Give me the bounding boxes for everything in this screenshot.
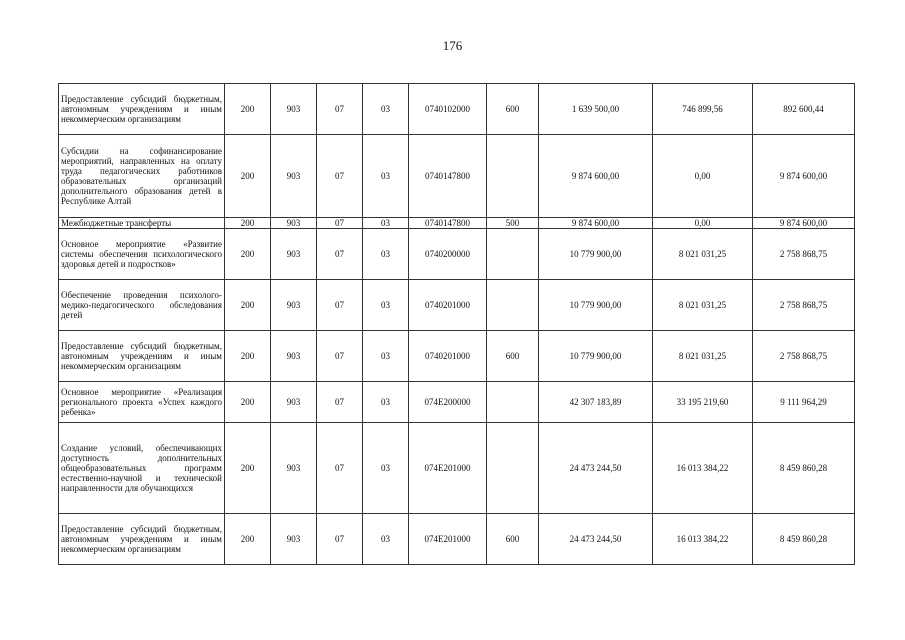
row-planned-amount-cell: 24 473 244,50 [539,423,653,514]
row-remaining-amount-cell: 2 758 868,75 [753,331,855,382]
row-executed-amount-cell: 16 013 384,22 [653,514,753,565]
row-remaining-amount-cell: 8 459 860,28 [753,514,855,565]
row-section-cell: 07 [317,382,363,423]
row-expense-type-cell: 500 [487,218,539,229]
row-section-cell: 07 [317,280,363,331]
row-remaining-amount-cell: 9 874 600,00 [753,135,855,218]
row-name-cell: Субсидии на софинансирование мероприятий, направленных на оплату труда педагогических работников образовательных организаций дополнительного образования детей в Республике Алтай [59,135,225,218]
row-executed-amount-cell: 746 899,56 [653,84,753,135]
row-target-article-cell: 074E201000 [409,423,487,514]
row-code-b-cell: 903 [271,423,317,514]
row-remaining-amount-cell: 2 758 868,75 [753,280,855,331]
row-target-article-cell: 074E201000 [409,514,487,565]
row-executed-amount-cell: 8 021 031,25 [653,331,753,382]
table-row [59,514,855,565]
row-name-cell: Предоставление субсидий бюджетным, автономным учреждениям и иным некоммерческим организациям [59,514,225,565]
row-expense-type-cell: 600 [487,331,539,382]
row-planned-amount-cell: 10 779 900,00 [539,331,653,382]
row-expense-type-cell [487,229,539,280]
row-section-cell: 07 [317,84,363,135]
row-target-article-cell: 0740201000 [409,331,487,382]
row-code-a-cell: 200 [225,218,271,229]
row-executed-amount-cell: 8 021 031,25 [653,229,753,280]
table-row [59,331,855,382]
row-name-cell: Межбюджетные трансферты [59,218,225,229]
row-subsection-cell: 03 [363,382,409,423]
row-planned-amount-cell: 9 874 600,00 [539,218,653,229]
row-name-cell: Основное мероприятие «Реализация регионального проекта «Успех каждого ребенка» [59,382,225,423]
row-remaining-amount-cell: 9 874 600,00 [753,218,855,229]
row-code-b-cell: 903 [271,84,317,135]
row-target-article-cell: 0740102000 [409,84,487,135]
row-section-cell: 07 [317,135,363,218]
row-code-a-cell: 200 [225,382,271,423]
row-section-cell: 07 [317,218,363,229]
row-section-cell: 07 [317,423,363,514]
row-planned-amount-cell: 10 779 900,00 [539,229,653,280]
page-number: 176 [442,38,463,53]
row-planned-amount-cell: 10 779 900,00 [539,280,653,331]
row-code-a-cell: 200 [225,84,271,135]
row-subsection-cell: 03 [363,218,409,229]
row-section-cell: 07 [317,331,363,382]
row-subsection-cell: 03 [363,229,409,280]
row-code-a-cell: 200 [225,229,271,280]
row-code-a-cell: 200 [225,135,271,218]
row-executed-amount-cell: 0,00 [653,135,753,218]
row-name-cell: Основное мероприятие «Развитие системы обеспечения психологического здоровья детей и подростков» [59,229,225,280]
table-row [59,135,855,218]
row-planned-amount-cell: 24 473 244,50 [539,514,653,565]
row-remaining-amount-cell: 2 758 868,75 [753,229,855,280]
row-executed-amount-cell: 16 013 384,22 [653,423,753,514]
row-code-b-cell: 903 [271,218,317,229]
row-remaining-amount-cell: 9 111 964,29 [753,382,855,423]
row-planned-amount-cell: 42 307 183,89 [539,382,653,423]
row-subsection-cell: 03 [363,84,409,135]
row-code-a-cell: 200 [225,331,271,382]
row-remaining-amount-cell: 892 600,44 [753,84,855,135]
table-row [59,229,855,280]
row-code-b-cell: 903 [271,229,317,280]
row-code-b-cell: 903 [271,280,317,331]
table-row [59,382,855,423]
row-section-cell: 07 [317,229,363,280]
row-subsection-cell: 03 [363,331,409,382]
row-expense-type-cell [487,382,539,423]
row-code-a-cell: 200 [225,514,271,565]
table-row [59,423,855,514]
row-subsection-cell: 03 [363,135,409,218]
row-executed-amount-cell: 33 195 219,60 [653,382,753,423]
table-row [59,280,855,331]
row-code-b-cell: 903 [271,135,317,218]
table-row [59,84,855,135]
row-section-cell: 07 [317,514,363,565]
row-name-cell: Предоставление субсидий бюджетным, автономным учреждениям и иным некоммерческим организациям [59,84,225,135]
row-expense-type-cell: 600 [487,84,539,135]
row-planned-amount-cell: 9 874 600,00 [539,135,653,218]
budget-table [58,83,855,565]
row-name-cell: Обеспечение проведения психолого-медико-педагогического обследования детей [59,280,225,331]
row-name-cell: Создание условий, обеспечивающих доступность дополнительных общеобразовательных программ естественно-научной и технической направленности для обучающихся [59,423,225,514]
row-planned-amount-cell: 1 639 500,00 [539,84,653,135]
row-remaining-amount-cell: 8 459 860,28 [753,423,855,514]
row-expense-type-cell [487,135,539,218]
row-expense-type-cell: 600 [487,514,539,565]
row-target-article-cell: 0740147800 [409,135,487,218]
row-code-a-cell: 200 [225,280,271,331]
row-subsection-cell: 03 [363,514,409,565]
row-code-b-cell: 903 [271,331,317,382]
row-target-article-cell: 074E200000 [409,382,487,423]
table-row [59,218,855,229]
row-code-b-cell: 903 [271,514,317,565]
row-subsection-cell: 03 [363,280,409,331]
row-target-article-cell: 0740147800 [409,218,487,229]
row-code-a-cell: 200 [225,423,271,514]
row-executed-amount-cell: 8 021 031,25 [653,280,753,331]
row-name-cell: Предоставление субсидий бюджетным, автономным учреждениям и иным некоммерческим организациям [59,331,225,382]
row-target-article-cell: 0740200000 [409,229,487,280]
row-code-b-cell: 903 [271,382,317,423]
row-expense-type-cell [487,423,539,514]
row-expense-type-cell [487,280,539,331]
row-target-article-cell: 0740201000 [409,280,487,331]
row-subsection-cell: 03 [363,423,409,514]
row-executed-amount-cell: 0,00 [653,218,753,229]
